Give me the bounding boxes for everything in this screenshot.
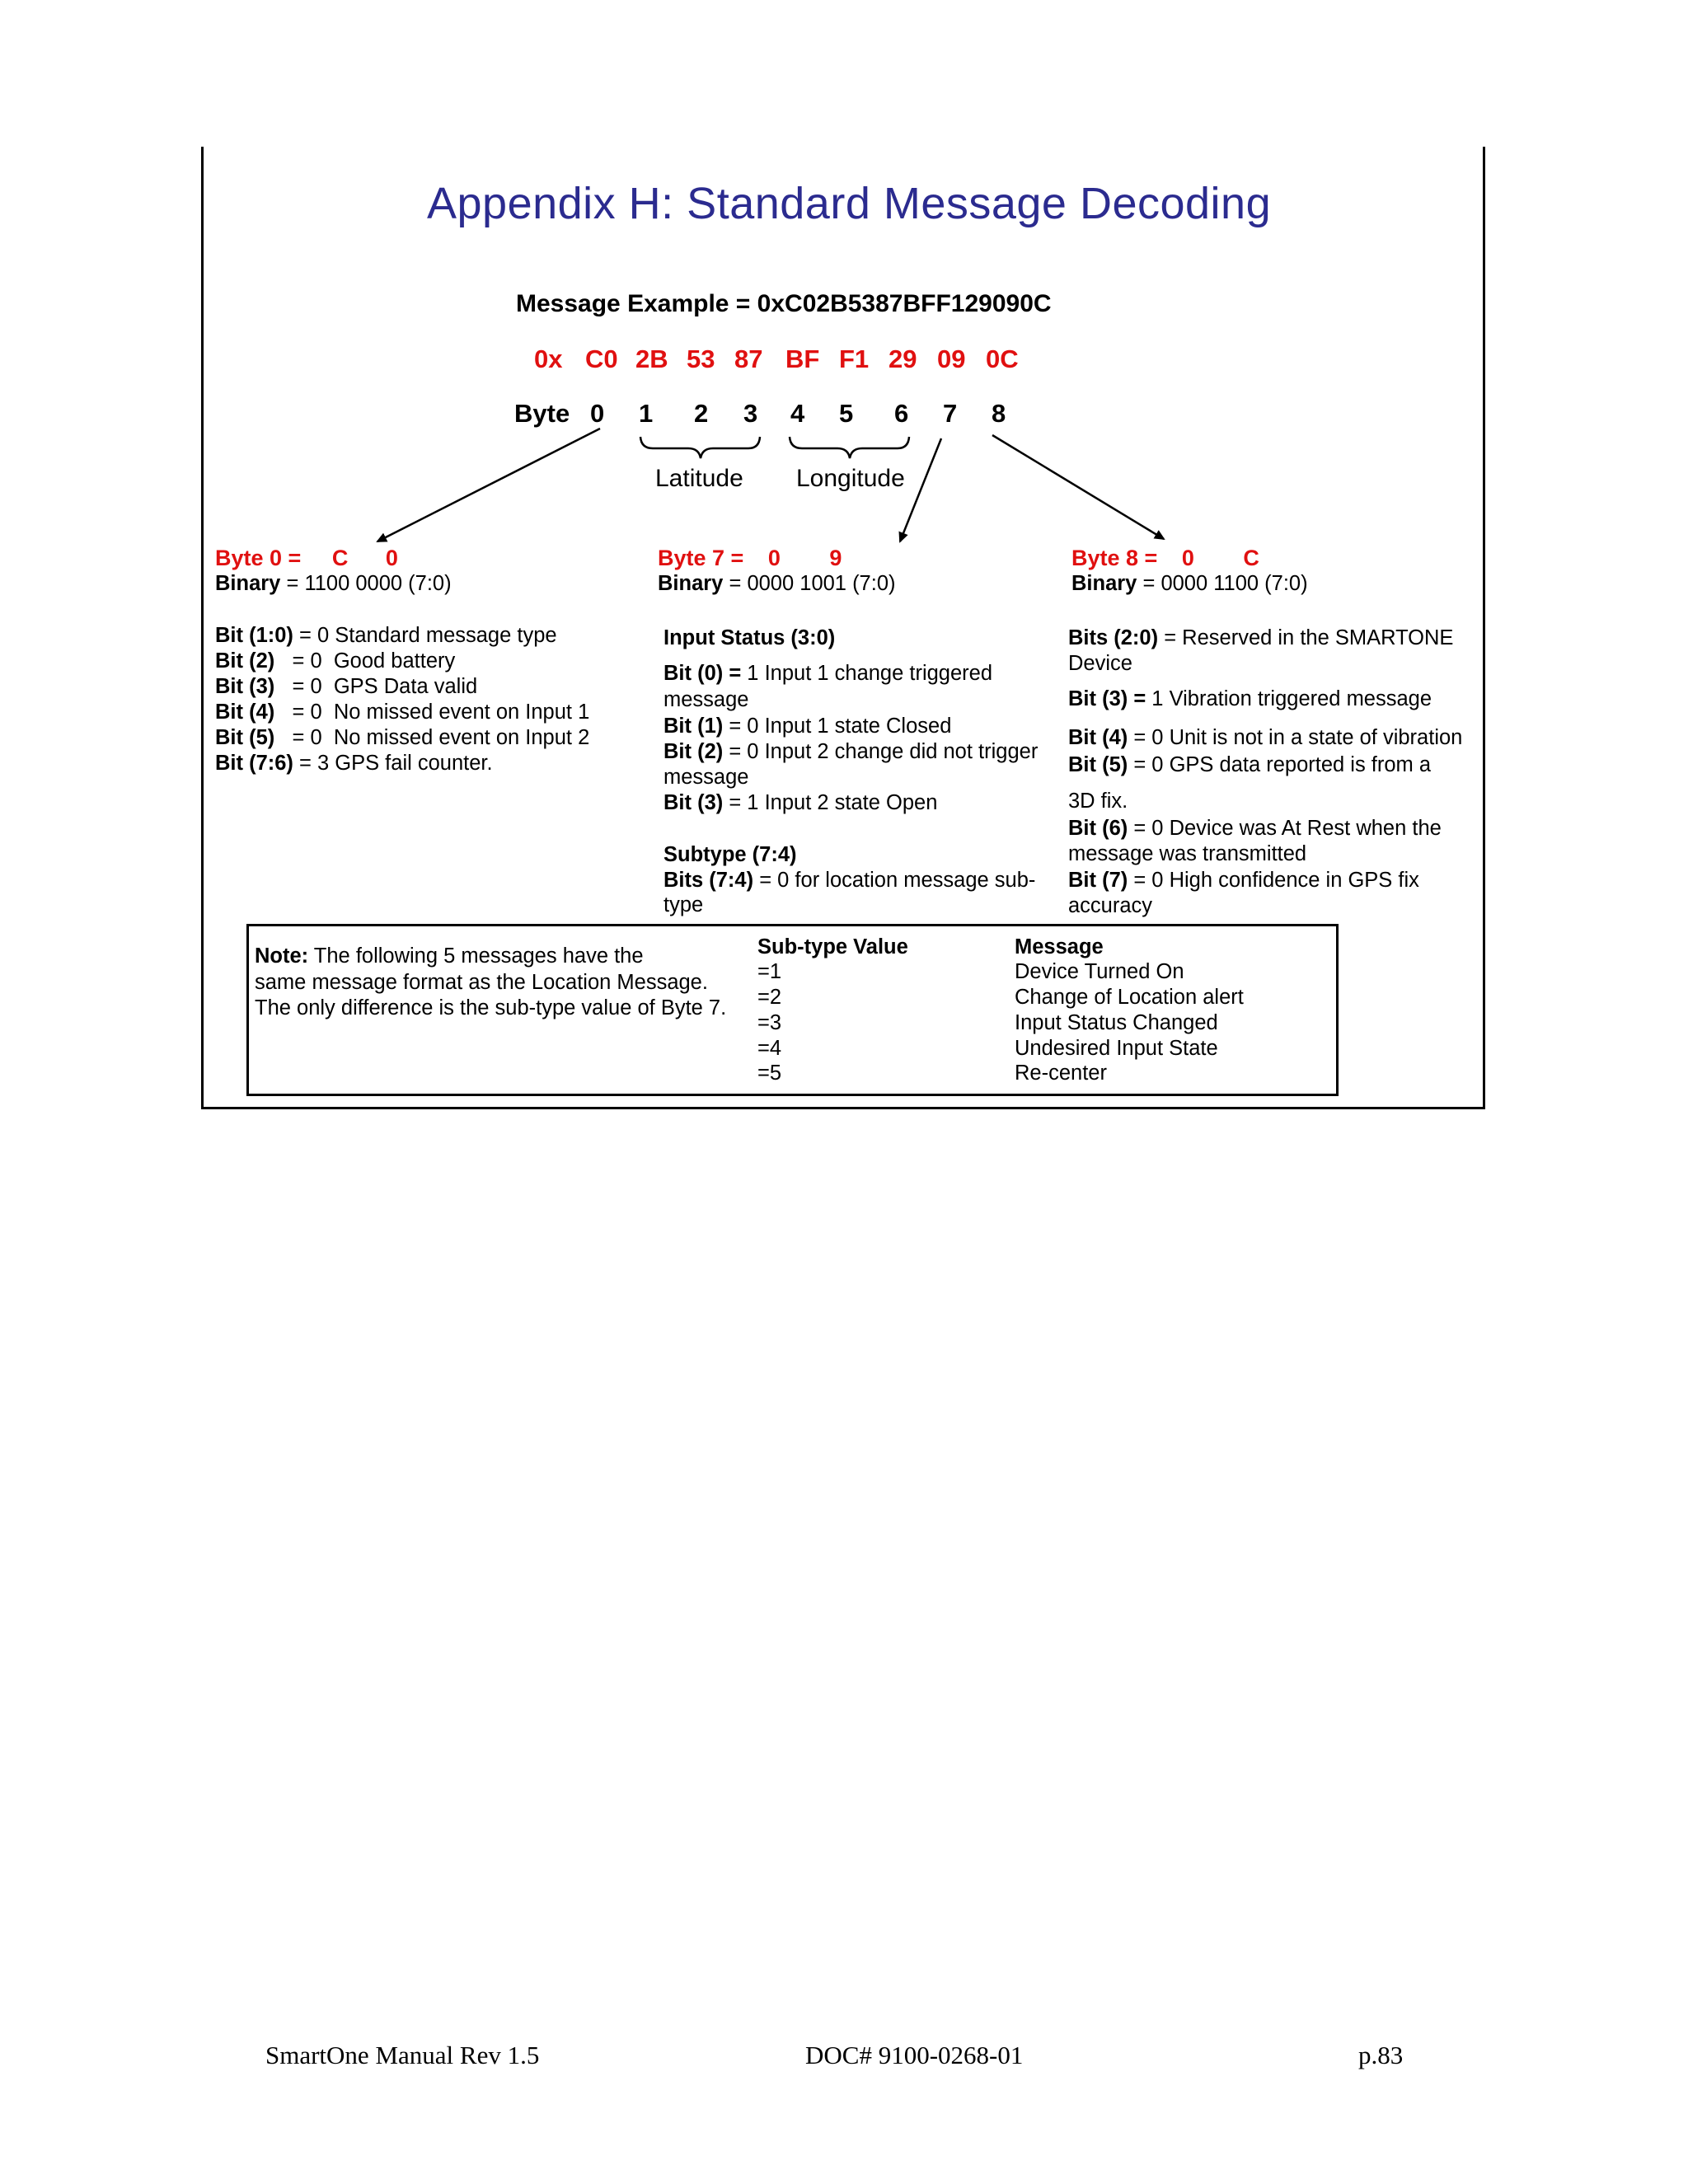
- byte7-arrow: [900, 438, 941, 541]
- byte8-arrow: [992, 435, 1164, 539]
- byte-index-7: 7: [943, 399, 958, 428]
- byte7-bit-desc: = 0 Input 1 state Closed: [723, 715, 952, 738]
- byte0-bit-desc: = 0 Good battery: [274, 649, 456, 673]
- byte8-bit-desc: Device: [1068, 652, 1132, 675]
- byte8-bit-row: [1068, 725, 1462, 751]
- byte0-binary: [215, 571, 452, 597]
- message-example-value: 0xC02B5387BFF129090C: [757, 290, 1052, 317]
- byte8-bit-name: Bit (4): [1068, 726, 1128, 749]
- byte7-bit-name: Bit (0) =: [663, 662, 742, 685]
- subtype-message: Device Turned On: [1015, 960, 1184, 983]
- byte-index-0: 0: [590, 399, 605, 428]
- byte8-binary: [1071, 571, 1308, 597]
- subtype-value: =3: [757, 1011, 782, 1034]
- byte0-bit-name: Bit (7:6): [215, 752, 293, 775]
- page-title: Appendix H: Standard Message Decoding: [427, 179, 1272, 228]
- byte0-bit-desc: = 0 GPS Data valid: [274, 675, 478, 698]
- byte0-nibble-hi: C: [331, 546, 349, 570]
- latitude-label: Latitude: [655, 465, 743, 492]
- byte0-bit-name: Bit (1:0): [215, 624, 293, 647]
- hex-byte-1: 2B: [635, 344, 668, 373]
- byte7-bit-row: [663, 790, 937, 816]
- byte7-binary-label: Binary: [658, 572, 724, 595]
- byte0-bit-desc: = 0 Standard message type: [293, 624, 557, 647]
- note-line-1: [255, 944, 644, 969]
- byte8-bit-name: Bit (6): [1068, 817, 1128, 840]
- byte8-bit-row: [1068, 789, 1128, 814]
- hex-byte-4: BF: [785, 344, 820, 373]
- byte0-bit-name: Bit (2): [215, 649, 275, 673]
- byte8-bit-row: [1068, 893, 1152, 919]
- byte8-bit-row: [1068, 752, 1431, 778]
- byte0-bit-name: Bit (4): [215, 701, 275, 724]
- input-status-heading: Input Status (3:0): [663, 626, 836, 649]
- byte8-bit-name: Bit (3) =: [1068, 687, 1146, 710]
- hex-prefix: 0x: [534, 344, 563, 373]
- subtype-row: [663, 868, 1035, 893]
- byte8-bit-desc: = Reserved in the SMARTONE: [1158, 626, 1454, 649]
- byte8-nibble-lo: C: [1243, 546, 1259, 570]
- message-column-header: Message: [1015, 935, 1104, 958]
- byte7-bit-row: [663, 765, 748, 790]
- byte8-bit-row: [1068, 816, 1442, 841]
- byte8-bit-row: [1068, 868, 1419, 893]
- byte8-head-label: Byte 8 =: [1071, 546, 1158, 570]
- byte7-bit-name: Bit (1): [663, 715, 724, 738]
- footer-page-number: p.83: [1358, 2041, 1404, 2069]
- byte7-bit-desc: = 0 Input 2 change did not trigger: [723, 740, 1039, 763]
- hex-byte-6: 29: [889, 344, 917, 373]
- byte0-bit-row: [215, 674, 477, 700]
- longitude-label: Longitude: [796, 465, 905, 492]
- byte-row-label: Byte: [514, 399, 570, 428]
- subtype-message: Re-center: [1015, 1062, 1107, 1085]
- note-label: Note:: [255, 944, 309, 968]
- byte7-bit-desc: message: [663, 766, 749, 789]
- byte0-bit-desc: = 0 No missed event on Input 2: [274, 726, 590, 749]
- byte8-bit-name: Bit (5): [1068, 753, 1128, 776]
- byte7-bit-row: [663, 661, 992, 687]
- byte-index-1: 1: [639, 399, 654, 428]
- subtype-bit-desc: = 0 for location message sub-: [753, 869, 1036, 892]
- byte7-bit-row: [663, 687, 748, 713]
- byte0-bit-row: [215, 623, 557, 649]
- byte0-binary-label: Binary: [215, 572, 281, 595]
- byte0-bit-name: Bit (3): [215, 675, 275, 698]
- byte0-head: [215, 546, 398, 571]
- subtype-message: Input Status Changed: [1015, 1011, 1218, 1034]
- byte7-bit-name: Bit (3): [663, 791, 724, 814]
- byte8-bit-desc: message was transmitted: [1068, 842, 1307, 865]
- byte8-bit-desc: = 0 GPS data reported is from a: [1128, 753, 1432, 776]
- byte7-bit-desc: 1 Input 1 change triggered: [741, 662, 993, 685]
- byte8-bit-desc: 1 Vibration triggered message: [1146, 687, 1432, 710]
- subtype-message: Undesired Input State: [1015, 1037, 1218, 1060]
- byte7-bit-desc: = 1 Input 2 state Open: [723, 791, 938, 814]
- hex-byte-3: 87: [734, 344, 763, 373]
- subtype-value: =4: [757, 1037, 782, 1060]
- message-example-label: Message Example =: [516, 290, 751, 317]
- byte0-bit-desc: = 3 GPS fail counter.: [293, 752, 493, 775]
- byte8-bit-desc: 3D fix.: [1068, 790, 1128, 813]
- byte8-binary-label: Binary: [1071, 572, 1137, 595]
- byte8-bit-name: Bit (7): [1068, 869, 1128, 892]
- byte0-bit-row: [215, 725, 589, 751]
- latitude-brace: [640, 437, 760, 458]
- footer-doc-number: DOC# 9100-0268-01: [805, 2041, 1024, 2069]
- byte8-bit-row: [1068, 687, 1432, 712]
- byte8-bit-desc: accuracy: [1068, 894, 1153, 917]
- byte8-head: [1071, 546, 1259, 571]
- byte0-nibble-lo: 0: [385, 546, 398, 570]
- note-text-1: The following 5 messages have the: [308, 944, 644, 968]
- byte-index-2: 2: [694, 399, 709, 428]
- note-line-3: The only difference is the sub-type value of Byte 7.: [255, 996, 727, 1019]
- subtype-value: =5: [757, 1062, 782, 1085]
- subtype-column-header: Sub-type Value: [757, 935, 908, 958]
- byte0-arrow: [377, 429, 600, 541]
- byte7-bit-row: [663, 739, 1038, 765]
- byte7-nibble-lo: 9: [829, 546, 842, 570]
- subtype-value: =2: [757, 986, 782, 1009]
- subtype-message: Change of Location alert: [1015, 986, 1244, 1009]
- byte-index-3: 3: [743, 399, 758, 428]
- byte8-bit-desc: = 0 High confidence in GPS fix: [1128, 869, 1419, 892]
- footer-manual-title: SmartOne Manual Rev 1.5: [265, 2041, 540, 2069]
- byte8-bit-name: Bits (2:0): [1068, 626, 1159, 649]
- byte-index-8: 8: [992, 399, 1006, 428]
- byte7-head-label: Byte 7 =: [658, 546, 744, 570]
- hex-byte-7: 09: [937, 344, 966, 373]
- byte0-bit-desc: = 0 No missed event on Input 1: [274, 701, 590, 724]
- hex-byte-2: 53: [687, 344, 715, 373]
- hex-byte-8: 0C: [986, 344, 1019, 373]
- subtype-bit-desc: type: [663, 893, 704, 916]
- byte8-bit-desc: = 0 Unit is not in a state of vibration: [1128, 726, 1463, 749]
- byte7-binary: [658, 571, 896, 597]
- byte7-nibble-hi: 0: [767, 546, 781, 570]
- subtype-row: [663, 893, 703, 918]
- byte-index-5: 5: [839, 399, 854, 428]
- subtype-value: =1: [757, 960, 782, 983]
- byte0-binary-value: = 1100 0000 (7:0): [286, 572, 452, 595]
- byte0-head-label: Byte 0 =: [215, 546, 302, 570]
- note-line-2: same message format as the Location Message.: [255, 971, 708, 994]
- byte0-bit-row: [215, 649, 455, 674]
- subtype-heading: Subtype (7:4): [663, 843, 797, 866]
- byte7-head: [658, 546, 842, 571]
- hex-byte-0: C0: [585, 344, 618, 373]
- subtype-bit-name: Bits (7:4): [663, 869, 754, 892]
- byte8-bit-desc: = 0 Device was At Rest when the: [1128, 817, 1442, 840]
- byte0-bit-row: [215, 700, 589, 725]
- byte0-bit-row: [215, 751, 493, 776]
- byte8-binary-value: = 0000 1100 (7:0): [1142, 572, 1308, 595]
- byte7-binary-value: = 0000 1001 (7:0): [729, 572, 896, 595]
- byte8-nibble-hi: 0: [1181, 546, 1194, 570]
- byte-index-4: 4: [790, 399, 805, 428]
- hex-byte-5: F1: [839, 344, 870, 373]
- byte0-bit-name: Bit (5): [215, 726, 275, 749]
- byte8-bit-row: [1068, 841, 1306, 867]
- byte7-bit-name: Bit (2): [663, 740, 724, 763]
- byte7-bit-desc: message: [663, 688, 749, 711]
- byte8-bit-row: [1068, 626, 1453, 651]
- longitude-brace: [790, 437, 909, 458]
- byte7-bit-row: [663, 714, 951, 739]
- byte8-bit-row: [1068, 651, 1132, 677]
- byte-index-6: 6: [894, 399, 909, 428]
